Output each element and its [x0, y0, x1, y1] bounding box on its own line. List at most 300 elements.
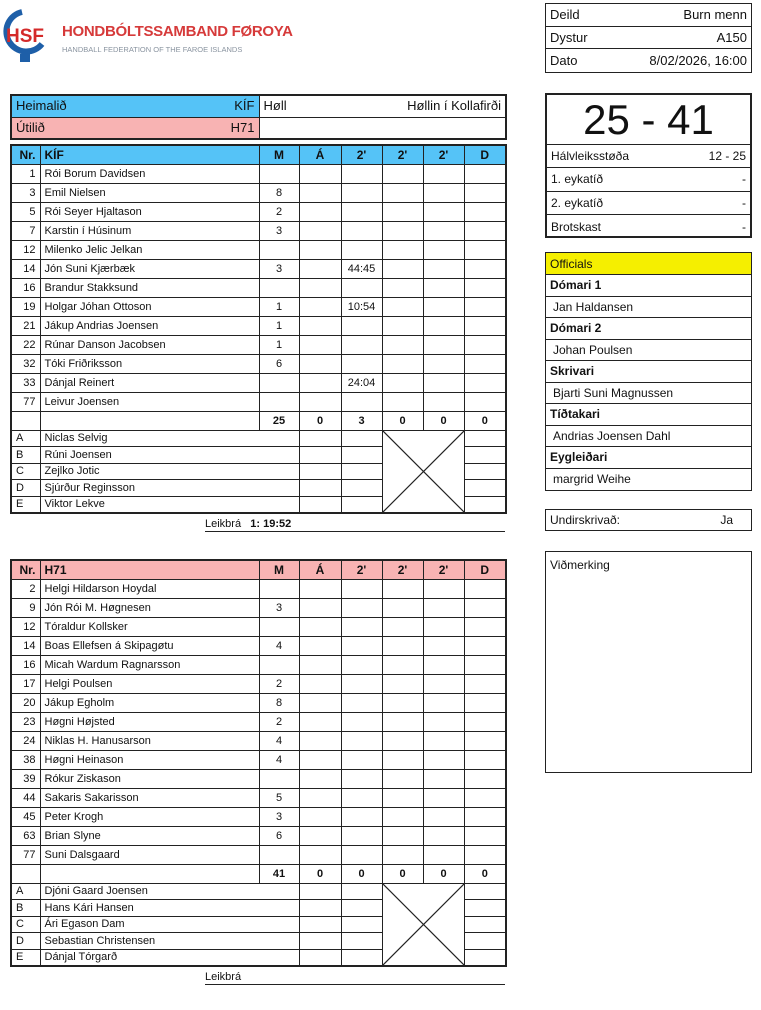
player-suspension-1	[341, 164, 382, 183]
player-warning	[299, 769, 341, 788]
player-number: 2	[11, 579, 40, 598]
player-name: Helgi Poulsen	[40, 674, 259, 693]
player-suspension-2	[382, 164, 423, 183]
team-official-suspension	[341, 463, 382, 480]
player-number: 24	[11, 731, 40, 750]
player-suspension-3	[423, 750, 464, 769]
player-warning	[299, 335, 341, 354]
player-number: 21	[11, 316, 40, 335]
player-row	[11, 636, 506, 655]
player-goals	[259, 373, 299, 392]
player-warning	[299, 202, 341, 221]
col-header: Á	[299, 145, 341, 164]
player-disqualification	[464, 579, 506, 598]
player-suspension-1	[341, 316, 382, 335]
player-disqualification	[464, 826, 506, 845]
player-suspension-3	[423, 316, 464, 335]
away-timeout	[205, 970, 505, 985]
total-value: 41	[259, 864, 299, 883]
official-role-label: Tíðtakari	[550, 407, 601, 422]
player-disqualification	[464, 807, 506, 826]
player-suspension-1	[341, 335, 382, 354]
totals-empty	[40, 864, 259, 883]
away-label: Útilið	[16, 119, 45, 135]
player-suspension-3	[423, 164, 464, 183]
player-goals	[259, 240, 299, 259]
player-goals: 2	[259, 202, 299, 221]
team-header-row	[11, 560, 506, 579]
player-suspension-1: 44:45	[341, 259, 382, 278]
player-name: Rúnar Danson Jacobsen	[40, 335, 259, 354]
team-official-disqualification	[464, 900, 506, 917]
player-goals	[259, 655, 299, 674]
player-name: Boas Ellefsen á Skipagøtu	[40, 636, 259, 655]
player-suspension-3	[423, 598, 464, 617]
player-warning	[299, 579, 341, 598]
totals-empty	[40, 411, 259, 430]
player-name: Milenko Jelic Jelkan	[40, 240, 259, 259]
player-number: 12	[11, 240, 40, 259]
teams-header	[10, 94, 507, 140]
player-row	[11, 297, 506, 316]
player-disqualification	[464, 373, 506, 392]
player-suspension-3	[423, 392, 464, 411]
player-goals: 8	[259, 183, 299, 202]
official-role	[546, 361, 751, 383]
player-name: Rókur Ziskason	[40, 769, 259, 788]
player-goals: 2	[259, 674, 299, 693]
player-suspension-2	[382, 316, 423, 335]
home-label: Heimalið	[16, 98, 67, 114]
player-warning	[299, 164, 341, 183]
player-name: Karstin í Húsinum	[40, 221, 259, 240]
player-number: 22	[11, 335, 40, 354]
official-role	[546, 318, 751, 340]
team-official-letter: C	[11, 916, 40, 933]
player-number: 17	[11, 674, 40, 693]
team-official-row	[11, 430, 506, 447]
score-row-label: Hálvleiksstøða	[551, 149, 630, 164]
player-suspension-1: 24:04	[341, 373, 382, 392]
team-official-warning	[299, 496, 341, 513]
svg-text:HSF: HSF	[6, 26, 44, 47]
player-row	[11, 693, 506, 712]
player-row	[11, 240, 506, 259]
player-name: Sakaris Sakarisson	[40, 788, 259, 807]
player-suspension-1	[341, 221, 382, 240]
player-number: 9	[11, 598, 40, 617]
player-suspension-3	[423, 617, 464, 636]
player-name: Peter Krogh	[40, 807, 259, 826]
home-team-cell	[11, 95, 259, 117]
team-header-row	[11, 145, 506, 164]
team-official-warning	[299, 480, 341, 497]
total-value: 0	[299, 411, 341, 430]
team-official-disqualification	[464, 496, 506, 513]
player-suspension-2	[382, 259, 423, 278]
team-official-suspension	[341, 480, 382, 497]
player-suspension-1	[341, 655, 382, 674]
player-suspension-3	[423, 731, 464, 750]
player-number: 16	[11, 278, 40, 297]
col-header: M	[259, 560, 299, 579]
official-role	[546, 404, 751, 426]
match-info-box	[545, 3, 752, 73]
timeout-label: Leikbrá	[205, 970, 242, 983]
hall-cell	[259, 95, 506, 117]
player-name: Niklas H. Hanusarson	[40, 731, 259, 750]
team-official-name: Djóni Gaard Joensen	[40, 883, 299, 900]
player-suspension-2	[382, 240, 423, 259]
player-row	[11, 731, 506, 750]
player-suspension-2	[382, 297, 423, 316]
player-warning	[299, 278, 341, 297]
score-row-value: -	[742, 219, 746, 234]
player-number: 14	[11, 636, 40, 655]
player-number: 39	[11, 769, 40, 788]
team-official-disqualification	[464, 949, 506, 966]
player-goals: 1	[259, 297, 299, 316]
team-official-letter: A	[11, 430, 40, 447]
player-suspension-2	[382, 202, 423, 221]
final-score: 25 - 41	[547, 95, 750, 145]
team-official-suspension	[341, 430, 382, 447]
team-official-disqualification	[464, 430, 506, 447]
player-row	[11, 750, 506, 769]
player-row	[11, 807, 506, 826]
total-value: 0	[464, 864, 506, 883]
player-goals	[259, 769, 299, 788]
player-row	[11, 617, 506, 636]
player-warning	[299, 297, 341, 316]
team-official-name: Niclas Selvig	[40, 430, 299, 447]
player-goals	[259, 278, 299, 297]
col-header: 2'	[341, 145, 382, 164]
player-goals: 5	[259, 788, 299, 807]
player-goals: 2	[259, 712, 299, 731]
player-warning	[299, 373, 341, 392]
player-warning	[299, 731, 341, 750]
player-suspension-3	[423, 335, 464, 354]
player-row	[11, 335, 506, 354]
logo-subtitle: HANDBALL FEDERATION OF THE FAROE ISLANDS	[62, 45, 243, 54]
officials-header	[546, 253, 751, 275]
player-suspension-1	[341, 579, 382, 598]
player-suspension-1	[341, 392, 382, 411]
player-disqualification	[464, 598, 506, 617]
player-row	[11, 788, 506, 807]
player-suspension-2	[382, 769, 423, 788]
player-warning	[299, 598, 341, 617]
player-disqualification	[464, 221, 506, 240]
player-suspension-1	[341, 240, 382, 259]
player-suspension-1	[341, 769, 382, 788]
player-suspension-3	[423, 373, 464, 392]
player-row	[11, 579, 506, 598]
player-disqualification	[464, 202, 506, 221]
official-name	[546, 297, 751, 319]
player-number: 32	[11, 354, 40, 373]
match-info-value: 8/02/2026, 16:00	[649, 52, 747, 68]
team-official-row	[11, 883, 506, 900]
total-value: 0	[299, 864, 341, 883]
away-value: H71	[230, 119, 255, 135]
player-warning	[299, 259, 341, 278]
player-suspension-2	[382, 674, 423, 693]
player-goals: 3	[259, 598, 299, 617]
player-suspension-1	[341, 674, 382, 693]
col-header: D	[464, 560, 506, 579]
team-official-warning	[299, 933, 341, 950]
player-suspension-2	[382, 354, 423, 373]
player-disqualification	[464, 164, 506, 183]
player-suspension-3	[423, 826, 464, 845]
player-suspension-1	[341, 598, 382, 617]
timeout-value: 1: 19:52	[250, 517, 292, 530]
player-row	[11, 259, 506, 278]
player-disqualification	[464, 316, 506, 335]
player-suspension-2	[382, 183, 423, 202]
player-disqualification	[464, 712, 506, 731]
score-row-value: 12 - 25	[708, 149, 746, 164]
player-number: 45	[11, 807, 40, 826]
team-official-warning	[299, 949, 341, 966]
player-number: 63	[11, 826, 40, 845]
player-suspension-2	[382, 373, 423, 392]
player-goals	[259, 617, 299, 636]
player-warning	[299, 354, 341, 373]
player-warning	[299, 674, 341, 693]
officials-box	[545, 252, 752, 491]
player-suspension-3	[423, 769, 464, 788]
away-team-table	[10, 559, 507, 967]
team-official-name: Ári Egason Dam	[40, 916, 299, 933]
team-official-letter: D	[11, 933, 40, 950]
player-suspension-3	[423, 655, 464, 674]
player-warning	[299, 183, 341, 202]
player-row	[11, 392, 506, 411]
player-disqualification	[464, 636, 506, 655]
official-role-label: Dómari 1	[550, 278, 602, 293]
player-number: 14	[11, 259, 40, 278]
official-role-label: Eygleiðari	[550, 450, 608, 465]
player-suspension-3	[423, 259, 464, 278]
score-row-value: -	[742, 195, 746, 210]
player-number: 20	[11, 693, 40, 712]
player-suspension-2	[382, 278, 423, 297]
player-number: 23	[11, 712, 40, 731]
player-suspension-2	[382, 807, 423, 826]
hall-empty-cell	[259, 117, 506, 139]
player-number: 38	[11, 750, 40, 769]
team-official-letter: D	[11, 480, 40, 497]
player-number: 77	[11, 392, 40, 411]
cross-icon	[383, 431, 464, 512]
player-suspension-3	[423, 202, 464, 221]
player-name: Tóraldur Kollsker	[40, 617, 259, 636]
player-warning	[299, 712, 341, 731]
player-goals	[259, 164, 299, 183]
official-name-value: Jan Haldansen	[553, 299, 634, 314]
player-row	[11, 164, 506, 183]
col-header: M	[259, 145, 299, 164]
home-value: KÍF	[234, 98, 255, 114]
remarks-label: Viðmerking	[550, 558, 610, 572]
total-value: 0	[464, 411, 506, 430]
official-name	[546, 426, 751, 448]
player-goals: 4	[259, 636, 299, 655]
player-goals: 1	[259, 335, 299, 354]
player-suspension-2	[382, 617, 423, 636]
score-row-value: -	[742, 172, 746, 187]
official-role	[546, 447, 751, 469]
official-role-label: Skrivari	[550, 364, 595, 379]
player-suspension-1	[341, 731, 382, 750]
timeout-label: Leikbrá	[205, 517, 242, 530]
player-goals: 6	[259, 354, 299, 373]
player-warning	[299, 655, 341, 674]
player-disqualification	[464, 392, 506, 411]
team-official-warning	[299, 916, 341, 933]
player-disqualification	[464, 769, 506, 788]
remarks-box[interactable]	[545, 551, 752, 773]
player-row	[11, 826, 506, 845]
player-number: 77	[11, 845, 40, 864]
player-suspension-1: 10:54	[341, 297, 382, 316]
player-name: Jón Rói M. Høgnesen	[40, 598, 259, 617]
total-value: 3	[341, 411, 382, 430]
player-suspension-3	[423, 693, 464, 712]
away-team-cell	[11, 117, 259, 139]
player-disqualification	[464, 240, 506, 259]
player-warning	[299, 221, 341, 240]
col-team-name: H71	[40, 560, 259, 579]
player-disqualification	[464, 335, 506, 354]
player-suspension-1	[341, 826, 382, 845]
team-official-name: Viktor Lekve	[40, 496, 299, 513]
totals-row	[11, 864, 506, 883]
match-info-label: Dato	[550, 52, 578, 68]
player-suspension-1	[341, 636, 382, 655]
team-official-letter: B	[11, 900, 40, 917]
team-official-suspension	[341, 933, 382, 950]
total-value: 0	[423, 864, 464, 883]
score-row	[547, 168, 750, 191]
signed-box	[545, 509, 752, 531]
player-goals: 8	[259, 693, 299, 712]
player-name: Rói Borum Davidsen	[40, 164, 259, 183]
player-name: Micah Wardum Ragnarsson	[40, 655, 259, 674]
player-suspension-1	[341, 845, 382, 864]
player-name: Jákup Andrias Joensen	[40, 316, 259, 335]
match-info-label: Deild	[550, 7, 580, 23]
player-number: 1	[11, 164, 40, 183]
player-suspension-3	[423, 674, 464, 693]
player-suspension-2	[382, 788, 423, 807]
player-disqualification	[464, 693, 506, 712]
player-disqualification	[464, 788, 506, 807]
player-number: 44	[11, 788, 40, 807]
player-goals: 3	[259, 259, 299, 278]
signed-value: Ja	[720, 512, 733, 527]
player-suspension-1	[341, 807, 382, 826]
player-disqualification	[464, 259, 506, 278]
player-number: 7	[11, 221, 40, 240]
official-name-value: Bjarti Suni Magnussen	[553, 385, 674, 400]
logo	[2, 8, 293, 68]
officials-header-label: Officials	[550, 256, 593, 271]
player-warning	[299, 807, 341, 826]
player-suspension-3	[423, 636, 464, 655]
player-suspension-2	[382, 636, 423, 655]
player-row	[11, 373, 506, 392]
player-suspension-3	[423, 297, 464, 316]
player-warning	[299, 693, 341, 712]
match-info-value: Burn menn	[683, 7, 747, 23]
player-goals: 4	[259, 731, 299, 750]
player-warning	[299, 750, 341, 769]
team-official-suspension	[341, 883, 382, 900]
match-info-row	[546, 49, 751, 72]
player-warning	[299, 826, 341, 845]
player-number: 19	[11, 297, 40, 316]
player-suspension-2	[382, 392, 423, 411]
player-name: Tóki Friðriksson	[40, 354, 259, 373]
totals-empty	[11, 411, 40, 430]
team-official-name: Rúni Joensen	[40, 447, 299, 464]
player-name: Jákup Egholm	[40, 693, 259, 712]
player-disqualification	[464, 183, 506, 202]
player-warning	[299, 316, 341, 335]
player-suspension-2	[382, 598, 423, 617]
player-row	[11, 769, 506, 788]
player-suspension-2	[382, 731, 423, 750]
score-row-label: 1. eykatíð	[551, 172, 604, 187]
player-suspension-3	[423, 712, 464, 731]
crossed-out-cell	[382, 430, 464, 513]
player-suspension-1	[341, 617, 382, 636]
player-goals: 4	[259, 750, 299, 769]
player-name: Jón Suni Kjærbæk	[40, 259, 259, 278]
player-suspension-1	[341, 750, 382, 769]
totals-row	[11, 411, 506, 430]
player-suspension-1	[341, 278, 382, 297]
player-goals: 1	[259, 316, 299, 335]
player-number: 12	[11, 617, 40, 636]
col-header: 2'	[423, 560, 464, 579]
player-name: Dánjal Reinert	[40, 373, 259, 392]
player-goals	[259, 579, 299, 598]
match-info-row	[546, 27, 751, 50]
team-official-suspension	[341, 949, 382, 966]
player-suspension-3	[423, 845, 464, 864]
col-header: 2'	[423, 145, 464, 164]
player-name: Brian Slyne	[40, 826, 259, 845]
team-official-letter: E	[11, 949, 40, 966]
player-suspension-2	[382, 845, 423, 864]
official-role-label: Dómari 2	[550, 321, 602, 336]
player-row	[11, 845, 506, 864]
score-box	[545, 93, 752, 238]
player-name: Høgni Højsted	[40, 712, 259, 731]
player-name: Brandur Stakksund	[40, 278, 259, 297]
official-name	[546, 383, 751, 405]
hsf-logo-icon	[2, 8, 48, 68]
player-warning	[299, 240, 341, 259]
player-suspension-2	[382, 712, 423, 731]
player-row	[11, 598, 506, 617]
player-row	[11, 354, 506, 373]
